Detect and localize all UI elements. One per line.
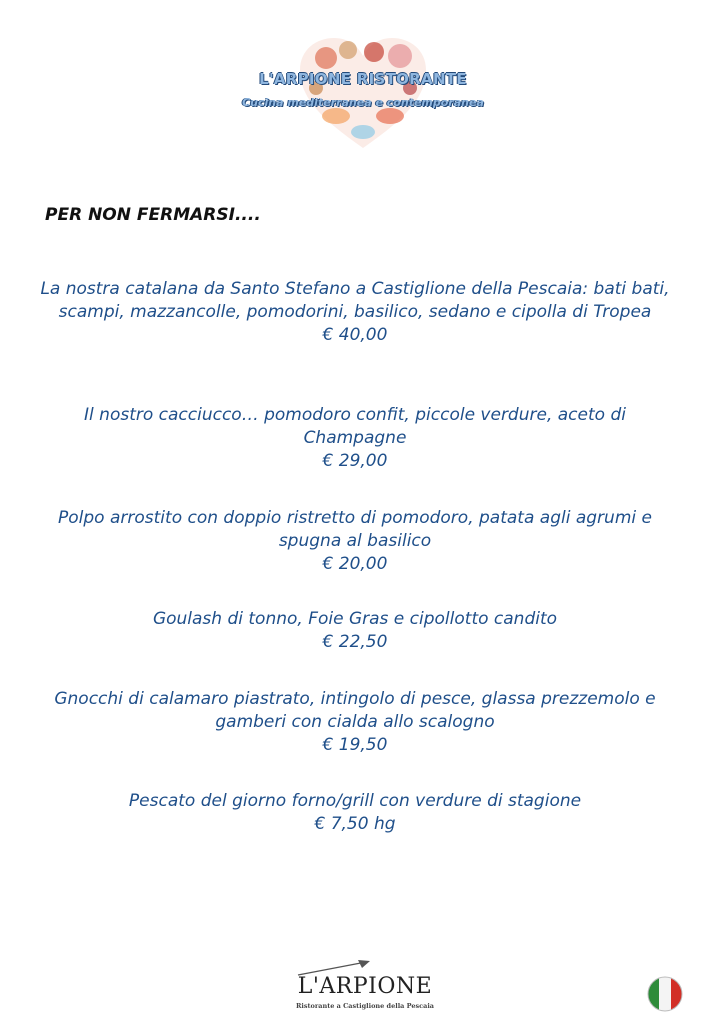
dish-price: € 7,50 hg — [314, 814, 396, 834]
menu-item — [40, 790, 670, 836]
dish-price: € 40,00 — [322, 325, 388, 345]
menu-item — [40, 688, 670, 757]
restaurant-name: L'ARPIONE RISTORANTE — [259, 70, 467, 88]
dish-description: Polpo arrostito con doppio ristretto di pomodoro, patata agli agrumi e spugna al basilico — [58, 508, 652, 551]
italian-flag-icon[interactable] — [646, 975, 684, 1013]
seafood-heart-logo — [296, 36, 430, 152]
dish-description: Goulash di tonno, Foie Gras e cipollotto candito — [152, 609, 558, 629]
section-title: PER NON FERMARSI.... — [45, 205, 261, 225]
menu-item — [40, 404, 670, 473]
menu-item — [40, 507, 670, 576]
dish-price: € 19,50 — [322, 735, 388, 755]
menu-item — [40, 278, 670, 347]
dish-description: Il nostro cacciucco… pomodoro confit, piccole verdure, aceto di Champagne — [84, 405, 626, 448]
dish-description: La nostra catalana da Santo Stefano a Castiglione della Pescaia: bati bati, scampi, mazzancolle, pomodorini, basilico, sedano e cipolla di Tropea — [40, 279, 670, 322]
dish-price: € 22,50 — [322, 632, 388, 652]
dish-price: € 29,00 — [322, 451, 388, 471]
footer-brand-subtitle: Ristorante a Castiglione della Pescaia — [295, 1002, 435, 1010]
footer-brand-name: L'ARPIONE — [297, 974, 433, 999]
menu-item — [40, 608, 670, 654]
restaurant-tagline: Cucina mediterranea e contemporanea — [242, 96, 484, 109]
dish-description: Pescato del giorno forno/grill con verdure di stagione — [128, 791, 582, 811]
header-logo — [232, 36, 494, 152]
footer-logo — [290, 956, 440, 1014]
dish-description: Gnocchi di calamaro piastrato, intingolo di pesce, glassa prezzemolo e gamberi con cialda allo scalogno — [54, 689, 656, 732]
dish-price: € 20,00 — [322, 554, 388, 574]
